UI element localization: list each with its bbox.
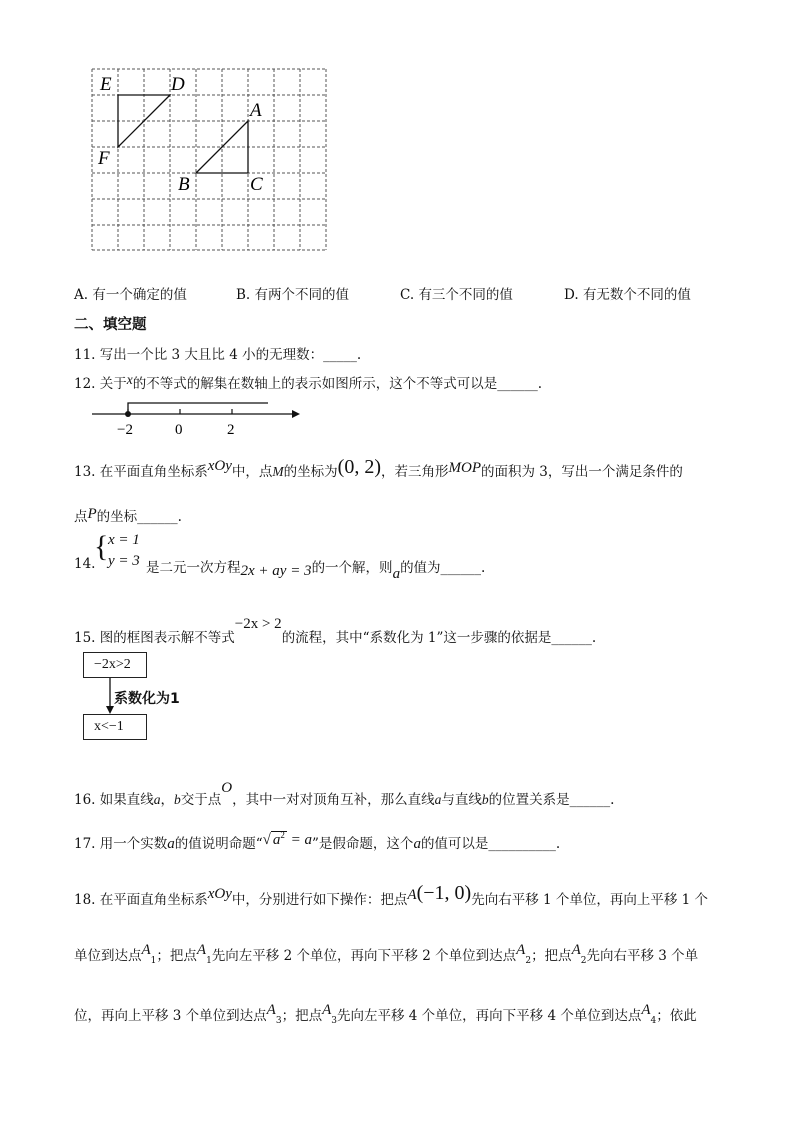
label-e: E <box>100 74 112 95</box>
question-13-line2: 点P的坐标______. <box>74 506 182 525</box>
solid-dot <box>125 411 131 417</box>
sqrt-expression: √ $a^2 = a$ <box>262 830 313 848</box>
option-b: B. 有两个不同的值 <box>236 287 350 303</box>
option-c: C. 有三个不同的值 <box>400 287 513 303</box>
question-14: 是二元一次方程2x + ay = 3的一个解，则a的值为______. <box>146 560 486 582</box>
flowchart-box-2: x<−1 <box>83 714 147 740</box>
question-18-line2: 单位到达点$A_1$；把点$A_1$先向左平移 2 个单位，再向下平移 2 个单位到达点$A_2$；把点$A_2$先向右平移 3 个单 <box>74 942 699 966</box>
label-b: B <box>178 174 190 195</box>
tick-label-0: 0 <box>175 422 183 438</box>
question-17: 17. 用一个实数a的值说明命题“√ $a^2 = a$”是假命题，这个a的值可以是__________. <box>74 830 561 852</box>
flowchart-arrow-label: 系数化为1 <box>114 691 180 707</box>
question-18-line1: 18. 在平面直角坐标系xOy中，分别进行如下操作：把点A(−1, 0)先向右平移 1 个单位，再向上平移 1 个 <box>74 882 709 908</box>
brace: { <box>94 530 109 563</box>
label-f: F <box>98 148 110 169</box>
system-eq2: y = 3 <box>108 553 140 569</box>
question-18-line3: 位，再向上平移 3 个单位到达点$A_3$；把点$A_3$先向左平移 4 个单位，再向下平移 4 个单位到达点$A_4$；依此 <box>74 1002 697 1026</box>
system-eq1: x = 1 <box>108 532 140 548</box>
label-a: A <box>250 100 262 121</box>
question-12: 12. 关于x的不等式的解集在数轴上的表示如图所示，这个不等式可以是______. <box>74 372 543 392</box>
tick-label-2: 2 <box>227 422 235 438</box>
number-line <box>88 396 308 438</box>
section-title: 二、填空题 <box>74 316 147 333</box>
question-15: 15. 图的框图表示解不等式−2x > 2的流程，其中“系数化为 1”这一步骤的依据是______. <box>74 616 597 646</box>
question-16: 16. 如果直线a，b交于点O，其中一对对顶角互补，那么直线a与直线b的位置关系是______. <box>74 780 615 808</box>
option-d: D. 有无数个不同的值 <box>564 287 691 303</box>
label-c: C <box>250 174 263 195</box>
option-a: A. 有一个确定的值 <box>74 287 187 303</box>
label-d: D <box>171 74 185 95</box>
question-13-line1: 13. 在平面直角坐标系xOy中，点M的坐标为(0, 2)，若三角形MOP的面积为 3，写出一个满足条件的 <box>74 456 683 480</box>
question-14-number: 14. <box>74 556 96 572</box>
grid-figure <box>88 66 333 254</box>
flowchart-box-1: −2x>2 <box>83 652 147 678</box>
tick-label-neg2: −2 <box>117 422 133 438</box>
question-11: 11. 写出一个比 3 大且比 4 小的无理数：_____. <box>74 347 362 363</box>
